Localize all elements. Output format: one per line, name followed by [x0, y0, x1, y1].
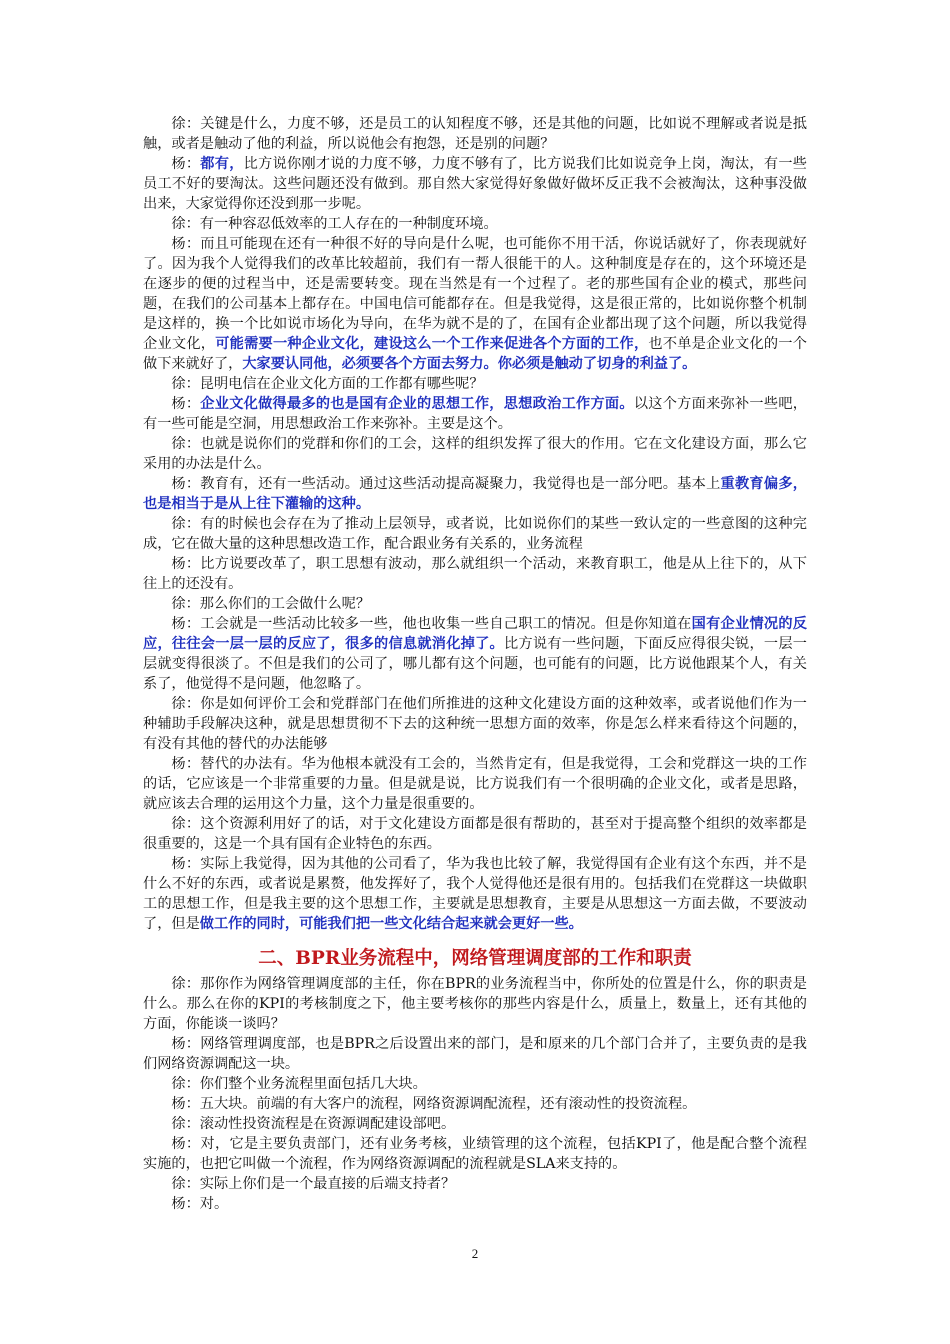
paragraph-text: 杨：而且可能现在还有一种很不好的导向是什么呢，也可能你不用干活，你说话就好了，你表现就好了。因为我个人觉得我们的改革比较超前，我们有一帮人很能干的人。这种制度是存在的，这个环境还是在逐步的便的过程当中，还是需要转变。现在当然是有一个过程了。老的那些国有企业的模式，那些问题，在我们的公司基本上都存在。中国电信可能都存在。但是我觉得，这是很正常的，比如说你整个机制是这样的，换一个比如说市场化为导向，在华为就不是的了，在国有企业都出现了这个问题，所以我觉得企业文化， [143, 236, 807, 352]
dialogue-paragraph [143, 594, 807, 614]
paragraph-text: 徐：你是如何评价工会和党群部门在他们所推进的这种文化建设方面的这种效率，或者说他们作为一种辅助手段解决这种，就是思想贯彻不下去的这种统一思想方面的效率，你是怎么样来看待这个问题的，有没有其他的替代的办法能够 [143, 696, 807, 752]
paragraph-text: 徐：关键是什么，力度不够，还是员工的认知程度不够，还是其他的问题，比如说不理解或者说是抵触，或者是触动了他的利益，所以说他会有抱怨，还是别的问题？ [143, 116, 807, 152]
paragraph-text: 也不单是企业文化的一个做下来就好了， [143, 336, 807, 372]
paragraph-text: 徐：也就是说你们的党群和你们的工会，这样的组织发挥了很大的作用。它在文化建设方面，那么它采用的办法是什么。 [143, 436, 807, 472]
paragraph-text: 徐：你们整个业务流程里面包括几大块。 [171, 1076, 427, 1092]
highlighted-text: 大家要认同他，必须要各个方面去努力。你必须是触动了切身的利益了。 [242, 356, 697, 372]
dialogue-paragraph [143, 1114, 807, 1134]
highlighted-text: 做工作的同时，可能我们把一些文化结合起来就会更好一些。 [199, 916, 583, 932]
paragraph-text: 比方说你刚才说的力度不够，力度不够有了，比方说我们比如说竞争上岗，淘汰，有一些员工不好的要淘汰。这些问题还没有做到。那自然大家觉得好象做好做坏反正我不会被淘汰，这种事没做出来，大家觉得你还没到那一步呢。 [143, 156, 807, 212]
dialogue-paragraph [143, 234, 807, 374]
paragraph-text: 徐：昆明电信在企业文化方面的工作都有哪些呢？ [171, 376, 484, 392]
paragraph-text: 杨：教育有，还有一些活动。通过这些活动提高凝聚力，我觉得也是一部分吧。基本上 [171, 476, 721, 492]
dialogue-paragraph [143, 614, 807, 694]
paragraph-text: 杨：对，它是主要负责部门，还有业务考核，业绩管理的这个流程，包括KPI了，他是配合整个流程实施的，也把它叫做一个流程，作为网络资源调配的流程就是SLA来支持的。 [143, 1136, 807, 1172]
dialogue-paragraph [143, 1134, 807, 1174]
dialogue-paragraph [143, 514, 807, 554]
paragraph-text: 杨：比方说要改革了，职工思想有波动，那么就组织一个活动，来教育职工，他是从上往下的，从下往上的还没有。 [143, 556, 807, 592]
paragraph-text: 杨： [171, 156, 201, 172]
paragraph-text: 杨： [171, 396, 201, 412]
highlighted-text: 都有， [200, 156, 244, 172]
dialogue-paragraph [143, 554, 807, 594]
paragraph-text: 杨：对。 [171, 1196, 229, 1212]
highlighted-text: 重教育偏多，也是相当于是从上往下灌输的这种。 [143, 476, 807, 512]
paragraph-text: 杨：工会就是一些活动比较多一些，他也收集一些自己职工的情况。但是你知道在 [171, 616, 692, 632]
dialogue-paragraph [143, 154, 807, 214]
paragraph-text: 杨：替代的办法有。华为他根本就没有工会的，当然肯定有，但是我觉得，工会和党群这一块的工作的话，它应该是一个非常重要的力量。但是就是说，比方说我们有一个很明确的企业文化，或者是思路，就应该去合理的运用这个力量，这个力量是很重要的。 [143, 756, 807, 812]
dialogue-paragraph [143, 434, 807, 474]
dialogue-paragraph [143, 1074, 807, 1094]
page-number: 2 [471, 1246, 479, 1261]
dialogue-paragraph [143, 1174, 807, 1194]
paragraph-text: 徐：这个资源利用好了的话，对于文化建设方面都是很有帮助的，甚至对于提高整个组织的效率都是很重要的，这是一个具有国有企业特色的东西。 [143, 816, 807, 852]
dialogue-paragraph [143, 214, 807, 234]
paragraph-text: 杨：网络管理调度部，也是BPR之后设置出来的部门，是和原来的几个部门合并了，主要负责的是我们网络资源调配这一块。 [143, 1036, 807, 1072]
dialogue-paragraph [143, 694, 807, 754]
paragraph-text: 徐：那你作为网络管理调度部的主任，你在BPR的业务流程当中，你所处的位置是什么，你的职责是什么。那么在你的KPI的考核制度之下，他主要考核你的那些内容是什么，质量上，数量上，还有其他的方面，你能谈一谈吗？ [143, 976, 807, 1032]
dialogue-paragraph [143, 1034, 807, 1074]
dialogue-paragraph [143, 754, 807, 814]
paragraph-text: 杨：五大块。前端的有大客户的流程，网络资源调配流程，还有滚动性的投资流程。 [171, 1096, 697, 1112]
paragraph-text: 徐：那么你们的工会做什么呢？ [171, 596, 371, 612]
paragraph-text: 徐：滚动性投资流程是在资源调配建设部吧。 [171, 1116, 456, 1132]
paragraph-text: 杨：实际上我觉得，因为其他的公司看了，华为我也比较了解，我觉得国有企业有这个东西，并不是什么不好的东西，或者说是累赘，他发挥好了，我个人觉得他还是很有用的。包括我们在党群这一块做职工的思想工作，但是我主要的这个思想工作，主要就是思想教育，主要是从思想这一方面去做，不要波动了，但是 [143, 856, 807, 932]
dialogue-paragraph [143, 394, 807, 434]
dialogue-paragraph [143, 1194, 807, 1214]
dialogue-paragraph [143, 854, 807, 934]
highlighted-text: 国有企业情况的反应，往往会一层一层的反应了，很多的信息就消化掉了。 [143, 616, 807, 652]
paragraph-text: 徐：有一种容忍低效率的工人存在的一种制度环境。 [171, 216, 498, 232]
page-content [143, 114, 807, 1214]
dialogue-paragraph [143, 1094, 807, 1114]
paragraph-text: 以这个方面来弥补一些吧，有一些可能是空洞，用思想政治工作来弥补。主要是这个。 [143, 396, 807, 432]
dialogue-paragraph [143, 474, 807, 514]
paragraph-text: 徐：有的时候也会存在为了推动上层领导，或者说，比如说你们的某些一致认定的一些意图的这种完成，它在做大量的这种思想改造工作，配合跟业务有关系的，业务流程 [143, 516, 807, 552]
dialogue-paragraph [143, 814, 807, 854]
dialogue-paragraph [143, 374, 807, 394]
interview-section-1 [143, 114, 807, 934]
highlighted-text: 企业文化做得最多的也是国有企业的思想工作，思想政治工作方面。 [200, 396, 634, 412]
paragraph-text: 徐：实际上你们是一个最直接的后端支持者？ [171, 1176, 456, 1192]
dialogue-paragraph [143, 114, 807, 154]
paragraph-text: 比方说有一些问题，下面反应得很尖锐，一层一层就变得很淡了。不但是我们的公司了，哪儿都有这个问题，也可能有的问题，比方说他跟某个人，有关系了，他觉得不是问题，他忽略了。 [143, 636, 807, 692]
interview-section-2 [143, 974, 807, 1214]
dialogue-paragraph [143, 974, 807, 1034]
highlighted-text: 可能需要一种企业文化，建设这么一个工作来促进各个方面的工作， [215, 336, 649, 352]
section-heading: 二、BPR业务流程中，网络管理调度部的工作和职责 [258, 948, 692, 969]
